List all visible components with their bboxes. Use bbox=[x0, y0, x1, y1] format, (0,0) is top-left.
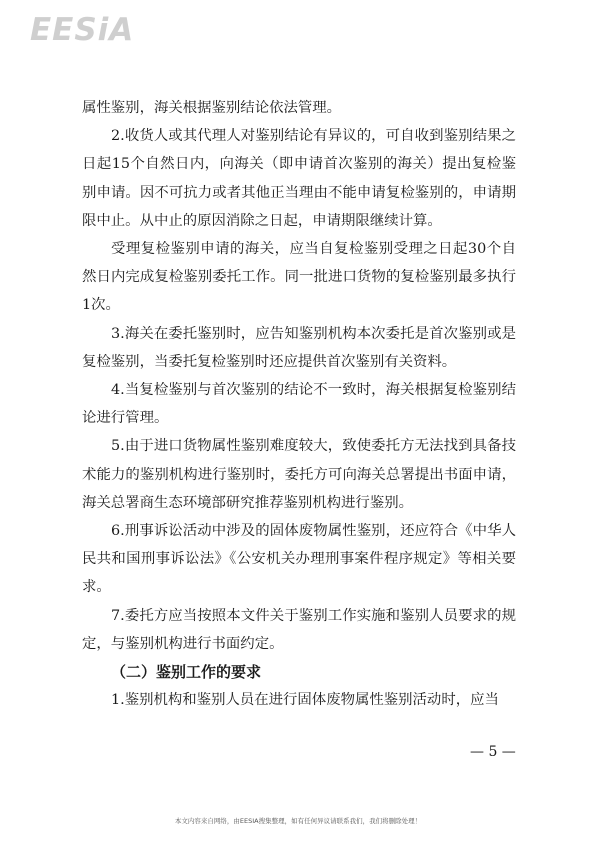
section-heading: （二）鉴别工作的要求 bbox=[111, 663, 262, 682]
footer-disclaimer: 本文内容来自网络，由EESIA搜集整理，如有任何异议请联系我们，我们将删除处理！ bbox=[174, 817, 422, 825]
paragraph-continuation: 属性鉴别，海关根据鉴别结论依法管理。 bbox=[82, 100, 342, 116]
eesia-logo: EESiA bbox=[30, 12, 135, 48]
paragraph-item-4: 4.当复检鉴别与首次鉴别的结论不一致时，海关根据复检鉴别结论进行管理。 bbox=[82, 382, 516, 427]
paragraph-recheck-deadline: 受理复检鉴别申请的海关，应当自复检鉴别受理之日起30个自然日内完成复检鉴别委托工作。同一批进口货物的复检鉴别最多执行1次。 bbox=[82, 241, 516, 314]
paragraph-requirement-1: 1.鉴别机构和鉴别人员在进行固体废物属性鉴别活动时，应当 bbox=[111, 692, 499, 709]
paragraph-item-2: 2.收货人或其代理人对鉴别结论有异议的，可自收到鉴别结果之日起15个自然日内，向海关（即申请首次鉴别的海关）提出复检鉴别申请。因不可抗力或者其他正当理由不能申请复检鉴别的，申请期限中止。从中止的原因消除之日起，申请期限继续计算。 bbox=[82, 128, 516, 229]
paragraph-item-3: 3.海关在委托鉴别时，应告知鉴别机构本次委托是首次鉴别或是复检鉴别，当委托复检鉴别时还应提供首次鉴别有关资料。 bbox=[82, 325, 516, 370]
document-body bbox=[82, 94, 516, 714]
page-number: — 5 — bbox=[470, 744, 516, 760]
paragraph-item-6: 6.刑事诉讼活动中涉及的固体废物属性鉴别，还应符合《中华人民共和国刑事诉讼法》《公安机关办理刑事案件程序规定》等相关要求。 bbox=[82, 523, 516, 596]
paragraph-item-7: 7.委托方应当按照本文件关于鉴别工作实施和鉴别人员要求的规定，与鉴别机构进行书面约定。 bbox=[82, 607, 516, 652]
paragraph-item-5: 5.由于进口货物属性鉴别难度较大，致使委托方无法找到具备技术能力的鉴别机构进行鉴别时，委托方可向海关总署提出书面申请，海关总署商生态环境部研究推荐鉴别机构进行鉴别。 bbox=[82, 438, 516, 511]
